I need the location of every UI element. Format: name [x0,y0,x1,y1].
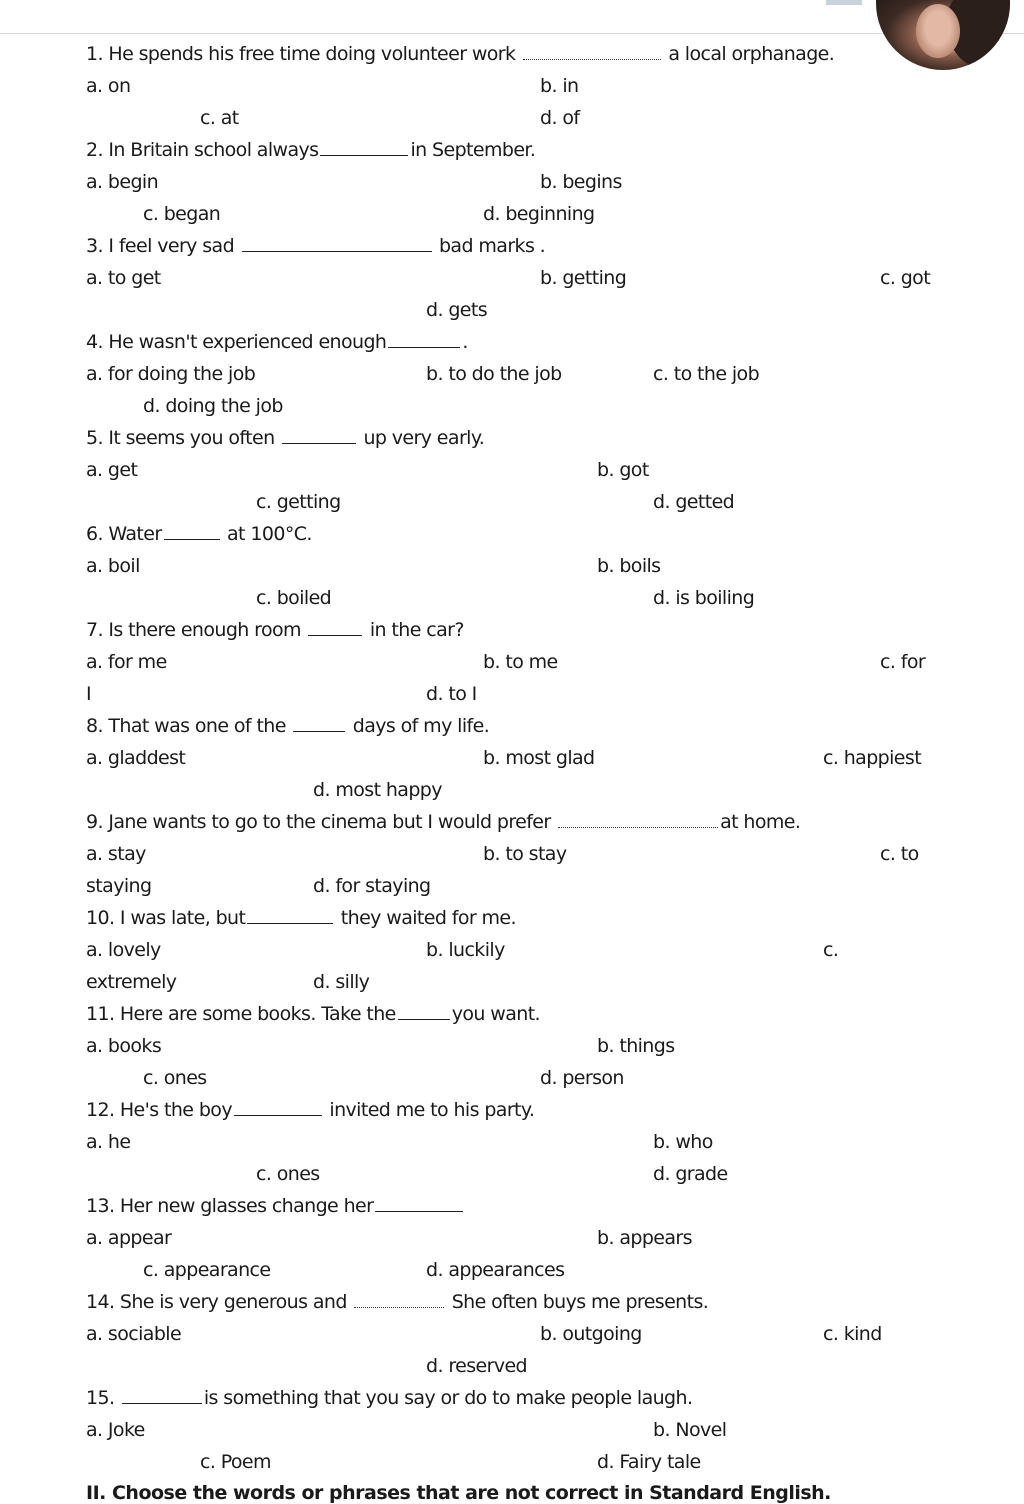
q7-option-a[interactable]: a. for me [86,651,167,673]
q5-option-c[interactable]: c. getting [256,491,341,513]
q4-option-c[interactable]: c. to the job [653,363,760,385]
q6-option-d[interactable]: d. is boiling [653,587,755,609]
q5-option-a[interactable]: a. get [86,459,138,481]
section-heading: II. Choose the words or phrases that are not correct in Standard English. [86,1482,831,1504]
question-14: 14. She is very generous and She often buys me presents. [86,1291,709,1313]
q9-option-c[interactable]: c. to [880,843,919,865]
q1-option-c[interactable]: c. at [200,107,239,129]
q14-option-a[interactable]: a. sociable [86,1323,182,1345]
q4-option-d[interactable]: d. doing the job [143,395,283,417]
q9-option-c-cont: staying [86,875,152,897]
question-5: 5. It seems you often up very early. [86,427,485,449]
q11-option-d[interactable]: d. person [540,1067,624,1089]
q7-option-b[interactable]: b. to me [483,651,558,673]
question-11: 11. Here are some books. Take the you want. [86,1003,540,1025]
q15-option-a[interactable]: a. Joke [86,1419,145,1441]
q5-option-d[interactable]: d. getted [653,491,735,513]
q5-option-b[interactable]: b. got [597,459,649,481]
q1-option-b[interactable]: b. in [540,75,579,97]
question-1: 1. He spends his free time doing volunteer work a local orphanage. [86,43,835,65]
q8-option-a[interactable]: a. gladdest [86,747,186,769]
q1-option-d[interactable]: d. of [540,107,580,129]
q6-option-a[interactable]: a. boil [86,555,140,577]
q2-option-d[interactable]: d. beginning [483,203,595,225]
q11-option-b[interactable]: b. things [597,1035,675,1057]
question-4: 4. He wasn't experienced enough . [86,331,468,353]
q13-option-b[interactable]: b. appears [597,1227,692,1249]
q2-option-c[interactable]: c. began [143,203,221,225]
q2-option-a[interactable]: a. begin [86,171,159,193]
question-15: 15. is something that you say or do to make people laugh. [86,1387,693,1409]
question-3: 3. I feel very sad bad marks . [86,235,546,257]
q3-option-d[interactable]: d. gets [426,299,488,321]
question-12: 12. He's the boy invited me to his party. [86,1099,535,1121]
q13-option-a[interactable]: a. appear [86,1227,172,1249]
q6-option-b[interactable]: b. boils [597,555,661,577]
q7-option-c-cont: I [86,683,92,705]
q3-option-b[interactable]: b. getting [540,267,627,289]
q8-option-c[interactable]: c. happiest [823,747,922,769]
q10-option-d[interactable]: d. silly [313,971,370,993]
q3-option-a[interactable]: a. to get [86,267,161,289]
q10-option-c[interactable]: c. [823,939,839,961]
q8-option-b[interactable]: b. most glad [483,747,595,769]
q12-option-a[interactable]: a. he [86,1131,131,1153]
q9-option-b[interactable]: b. to stay [483,843,567,865]
q15-option-c[interactable]: c. Poem [200,1451,271,1473]
q13-option-c[interactable]: c. appearance [143,1259,271,1281]
q12-option-c[interactable]: c. ones [256,1163,320,1185]
q11-option-a[interactable]: a. books [86,1035,162,1057]
q2-option-b[interactable]: b. begins [540,171,622,193]
q14-option-b[interactable]: b. outgoing [540,1323,642,1345]
q15-option-b[interactable]: b. Novel [653,1419,727,1441]
q10-option-b[interactable]: b. luckily [426,939,505,961]
question-10: 10. I was late, but they waited for me. [86,907,516,929]
q12-option-d[interactable]: d. grade [653,1163,728,1185]
question-13: 13. Her new glasses change her [86,1194,465,1218]
question-2: 2. In Britain school always in September. [86,139,536,161]
q13-option-d[interactable]: d. appearances [426,1259,565,1281]
question-6: 6. Water at 100°C. [86,523,312,545]
q7-option-c[interactable]: c. for [880,651,926,673]
q10-option-a[interactable]: a. lovely [86,939,161,961]
question-9: 9. Jane wants to go to the cinema but I would prefer at home. [86,811,801,833]
avatar[interactable] [876,0,1010,70]
q15-option-d[interactable]: d. Fairy tale [597,1451,701,1473]
q12-option-b[interactable]: b. who [653,1131,713,1153]
q11-option-c[interactable]: c. ones [143,1067,207,1089]
q3-option-c[interactable]: c. got [880,267,931,289]
q6-option-c[interactable]: c. boiled [256,587,332,609]
q9-option-a[interactable]: a. stay [86,843,146,865]
question-8: 8. That was one of the days of my life. [86,715,490,737]
top-divider [0,33,1024,34]
q4-option-b[interactable]: b. to do the job [426,363,562,385]
q1-option-a[interactable]: a. on [86,75,131,97]
q14-option-d[interactable]: d. reserved [426,1355,528,1377]
q9-option-d[interactable]: d. for staying [313,875,431,897]
q10-option-c-cont: extremely [86,971,177,993]
toolbar-accent [826,0,862,5]
q8-option-d[interactable]: d. most happy [313,779,442,801]
q14-option-c[interactable]: c. kind [823,1323,882,1345]
question-7: 7. Is there enough room in the car? [86,619,464,641]
q7-option-d[interactable]: d. to I [426,683,477,705]
q4-option-a[interactable]: a. for doing the job [86,363,256,385]
